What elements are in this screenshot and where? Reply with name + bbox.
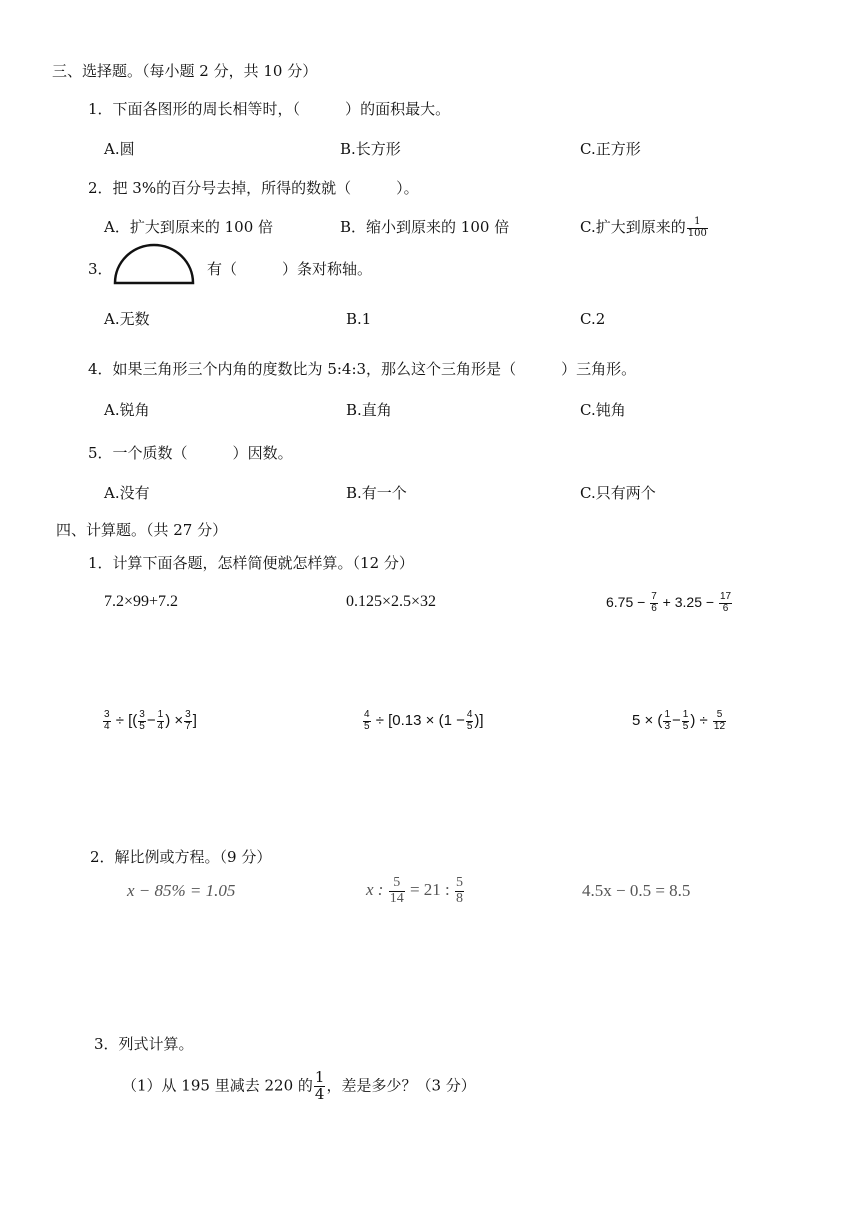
fraction-numerator: 1 (314, 1068, 325, 1086)
expr-part: ÷ [( (115, 712, 138, 729)
q4-option-a: A.锐角 (104, 401, 150, 419)
expr-part: = 21 : (409, 880, 450, 899)
fraction (389, 876, 405, 906)
q4-option-c: C.钝角 (580, 401, 626, 419)
fraction-denominator: 5 (682, 720, 689, 732)
fraction (138, 710, 146, 732)
calc-expression-5 (362, 706, 484, 736)
question-5-blank: （ ） (172, 444, 248, 462)
section-4-header: 四、计算题。（共 27 分） (56, 521, 228, 539)
expr-part: ) ÷ (690, 712, 708, 729)
fraction-denominator: 5 (364, 720, 370, 732)
fraction-denominator: 4 (157, 720, 164, 732)
question-4-prefix: 4．如果三角形三个内角的度数比为 5:4:3，那么这个三角形是 (88, 360, 502, 378)
question-2-suffix: 。 (403, 179, 419, 197)
fraction-numerator: 1 (687, 217, 708, 229)
q2-option-c-text: C.扩大到原来的 (580, 218, 686, 236)
fraction-numerator: 1 (664, 709, 670, 721)
fraction-numerator: 3 (185, 709, 191, 721)
q5-option-a: A.没有 (104, 484, 150, 502)
fraction-denominator: 6 (722, 602, 729, 614)
fraction (466, 710, 474, 732)
calc-expression-3 (606, 588, 733, 616)
semicircle-figure (112, 242, 196, 286)
expr-part: ) × (165, 712, 184, 729)
question-2 (88, 181, 419, 196)
q1-option-b: B.长方形 (340, 140, 401, 158)
question-1-prefix: 1．下面各图形的周长相等时， (88, 100, 293, 118)
calc-expression-6 (632, 706, 727, 736)
expr-part: )] (474, 712, 484, 729)
fraction-denominator: 4 (314, 1084, 325, 1103)
fraction-denominator: 6 (651, 602, 657, 614)
fraction-denominator: 7 (185, 720, 191, 732)
expr-part: ] (192, 712, 197, 729)
q2-option-c (580, 215, 709, 240)
fraction-denominator: 5 (139, 720, 145, 732)
fraction-numerator: 7 (651, 591, 657, 603)
expr-part: x : (366, 880, 384, 899)
question-2-prefix: 2．把 3%的百分号去掉，所得的数就 (88, 179, 337, 197)
fraction (184, 710, 192, 732)
calc-expression-2: 0.125×2.5×32 (346, 593, 437, 610)
expr-part: （1）从 195 里减去 220 的 (122, 1076, 313, 1095)
equation-1: x − 85% = 1.05 (127, 881, 236, 900)
question-3-number: 3． (88, 260, 113, 278)
fraction (682, 710, 690, 732)
fraction-numerator: 4 (364, 709, 370, 721)
expr-part: − (146, 712, 156, 729)
fraction-numerator: 5 (389, 876, 405, 892)
calc-expression-4 (102, 706, 197, 736)
expr-part: ，差是多少？（3 分） (326, 1076, 476, 1095)
fraction-numerator: 5 (713, 710, 726, 722)
fraction-denominator: 8 (456, 890, 464, 906)
fraction-denominator: 100 (687, 227, 707, 239)
fraction (713, 710, 726, 732)
expr-part: ÷ [0.13 × (1 − (375, 712, 465, 729)
fraction (719, 592, 732, 614)
question-1-blank: （ ） (292, 100, 361, 118)
fraction-denominator: 12 (713, 720, 726, 732)
section-3-header: 三、选择题。（每小题 2 分，共 10 分） (52, 62, 318, 80)
q1-option-c: C.正方形 (580, 140, 641, 158)
fraction-denominator: 5 (466, 720, 473, 732)
fraction (455, 876, 464, 906)
fraction-numerator: 1 (157, 709, 164, 721)
fraction-numerator: 3 (139, 709, 145, 721)
expr-part: 5 × ( (632, 712, 663, 729)
expr-part: − (672, 712, 681, 729)
fraction (650, 592, 658, 614)
q2-option-c-fraction (687, 217, 708, 239)
q3-option-a: A.无数 (104, 310, 150, 328)
question-4-suffix: 三角形。 (576, 360, 637, 378)
fraction-denominator: 3 (664, 720, 670, 732)
q2-option-b: B．缩小到原来的 100 倍 (340, 218, 510, 236)
fraction-numerator: 1 (682, 709, 689, 721)
calc-question-title: 1．计算下面各题，怎样简便就怎样算。（12 分） (88, 554, 414, 572)
question-5-prefix: 5．一个质数 (88, 444, 173, 462)
equation-2 (366, 872, 465, 908)
question-1-suffix: 的面积最大。 (360, 100, 451, 118)
question-5 (88, 446, 293, 461)
q3-option-b: B.1 (346, 310, 372, 328)
q5-option-b: B.有一个 (346, 484, 407, 502)
question-4 (88, 362, 636, 377)
q2-option-a: A．扩大到原来的 100 倍 (104, 218, 273, 236)
fraction-numerator: 5 (456, 874, 464, 890)
question-5-suffix: 因数。 (247, 444, 293, 462)
fraction (663, 710, 671, 732)
q1-option-a: A.圆 (104, 140, 135, 158)
fraction (314, 1070, 326, 1103)
question-2-blank: （ ） (336, 179, 404, 197)
fraction-denominator: 14 (389, 890, 404, 906)
fraction (363, 710, 371, 732)
fraction-denominator: 4 (104, 720, 110, 732)
question-4-blank: （ ） (501, 360, 577, 378)
fraction (103, 710, 111, 732)
word-calc-title: 3．列式计算。 (94, 1035, 194, 1053)
q4-option-b: B.直角 (346, 401, 392, 419)
fraction-numerator: 4 (466, 709, 473, 721)
question-3-text: 有（ ）条对称轴。 (207, 260, 373, 278)
equation-question-title: 2．解比例或方程。（9 分） (90, 848, 272, 866)
word-calc-sub-1 (122, 1070, 476, 1103)
question-1 (88, 102, 450, 117)
calc-expression-1: 7.2×99+7.2 (104, 593, 179, 610)
q3-option-c: C.2 (580, 310, 606, 328)
q5-option-c: C.只有两个 (580, 484, 656, 502)
fraction-numerator: 3 (104, 709, 110, 721)
expr-part: 6.75 − (606, 594, 646, 610)
equation-3: 4.5x − 0.5 = 8.5 (582, 881, 691, 900)
fraction-numerator: 17 (719, 591, 732, 603)
expr-part: + 3.25 − (662, 594, 715, 610)
fraction (157, 710, 165, 732)
